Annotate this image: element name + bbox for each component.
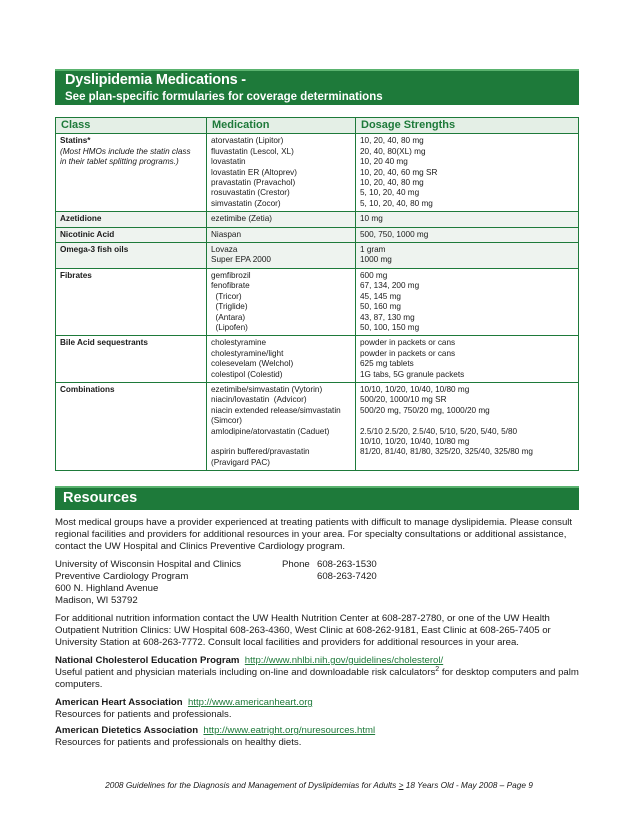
table-row — [56, 212, 579, 227]
address-line: 600 N. Highland Avenue — [55, 583, 159, 594]
table-row — [56, 336, 579, 383]
cell-line: 43, 87, 130 mg — [360, 312, 415, 322]
cell-line: atorvastatin (Lipitor) — [211, 136, 284, 146]
contact-address — [55, 559, 583, 607]
cell-line: Nicotinic Acid — [60, 229, 115, 239]
medications-table-body — [56, 134, 579, 471]
org-aha — [55, 697, 583, 721]
org-ada — [55, 725, 583, 749]
resources-header — [55, 486, 579, 510]
cell-line: Statins* — [60, 136, 91, 146]
medication-cell — [207, 134, 356, 212]
cell-line: rosuvastatin (Crestor) — [211, 188, 290, 198]
cell-line: powder in packets or cans — [360, 348, 456, 358]
cell-line: Lovaza — [211, 245, 238, 255]
cell-line: fluvastatin (Lescol, XL) — [211, 146, 294, 156]
cell-line: 10, 20 40 mg — [360, 157, 408, 167]
medications-header — [55, 69, 579, 105]
class-cell — [56, 243, 207, 269]
cell-line: 500/20, 1000/10 mg SR — [360, 395, 447, 405]
cell-line: (Pravigard PAC) — [211, 457, 270, 467]
org-link[interactable]: http://www.nhlbi.nih.gov/guidelines/cholesterol/ — [244, 655, 444, 666]
dosage-cell — [356, 243, 579, 269]
cell-line: 625 mg tablets — [360, 359, 414, 369]
dosage-cell — [356, 268, 579, 335]
class-cell — [56, 382, 207, 470]
page-footer — [0, 780, 638, 790]
cell-line: 50, 160 mg — [360, 302, 401, 312]
footnote-marker: 2 — [435, 665, 440, 673]
medication-cell — [207, 227, 356, 242]
medication-cell — [207, 243, 356, 269]
medications-title: Dyslipidemia Medications - — [65, 72, 246, 88]
cell-line: 10, 20, 40, 80 mg — [360, 178, 424, 188]
org-name: American Heart Association — [55, 697, 183, 708]
phone-label: Phone — [282, 559, 310, 570]
org-description: Resources for patients and professionals. — [55, 709, 232, 720]
cell-line: 600 mg — [360, 270, 388, 280]
cell-line: cholestyramine/light — [211, 348, 284, 358]
nutrition-info: For additional nutrition information contact the UW Health Nutrition Center at 608-287-2780, or one of the UW Health Outpatient Nutrition Clinics: UW Hospital 608-263-4360, West Clinic at 608-262-9181, East Clinic at 608-265-7405 or University Station at 608-263-7772. Consult local facilities and providers for additional resources in your area. — [55, 613, 551, 648]
cell-line: 10, 20, 40, 80 mg — [360, 136, 424, 146]
cell-line: Combinations — [60, 384, 115, 394]
cell-line: (Antara) — [211, 312, 246, 322]
cell-line: 1G tabs, 5G granule packets — [360, 369, 465, 379]
org-description: Useful patient and physician materials including on-line and downloadable risk calculators — [55, 667, 436, 678]
table-header-row — [56, 118, 579, 134]
org-link[interactable]: http://www.eatright.org/nuresources.html — [203, 725, 376, 736]
cell-line: ezetimibe (Zetia) — [211, 214, 272, 224]
medication-cell — [207, 268, 356, 335]
footer-text: 2008 Guidelines for the Diagnosis and Management of Dyslipidemias for Adults — [105, 780, 399, 790]
cell-line — [360, 416, 574, 426]
cell-line: cholestyramine — [211, 338, 267, 348]
cell-line: colesevelam (Welchol) — [211, 359, 294, 369]
column-header-dosage: Dosage Strengths — [356, 118, 579, 134]
cell-line: colestipol (Colestid) — [211, 369, 283, 379]
medication-cell — [207, 382, 356, 470]
cell-line: 10, 20, 40, 60 mg SR — [360, 167, 438, 177]
class-cell — [56, 336, 207, 383]
cell-line: powder in packets or cans — [360, 338, 456, 348]
cell-line: 10 mg — [360, 214, 383, 224]
cell-line: (Triglide) — [211, 302, 248, 312]
cell-line: Fibrates — [60, 270, 92, 280]
org-ncep — [55, 655, 583, 691]
address-line: University of Wisconsin Hospital and Clinics — [55, 559, 242, 570]
cell-line: 5, 10, 20, 40, 80 mg — [360, 198, 433, 208]
cell-line: Super EPA 2000 — [211, 255, 271, 265]
phone-number: 608-263-1530 — [317, 559, 377, 570]
cell-line: lovastatin — [211, 157, 246, 167]
cell-line: 81/20, 81/40, 81/80, 325/20, 325/40, 325/80 mg — [360, 447, 533, 457]
cell-line: pravastatin (Pravachol) — [211, 178, 296, 188]
cell-line: Bile Acid sequestrants — [60, 338, 148, 348]
resources-body — [55, 517, 583, 755]
cell-line: 20, 40, 80(XL) mg — [360, 146, 426, 156]
address-line: Madison, WI 53792 — [55, 595, 138, 606]
cell-line: 1 gram — [360, 245, 386, 255]
cell-line: Omega-3 fish oils — [60, 245, 129, 255]
cell-line: in their tablet splitting programs.) — [60, 157, 179, 167]
org-description: Resources for patients and professionals on healthy diets. — [55, 737, 302, 748]
class-cell — [56, 212, 207, 227]
phone-number: 608-263-7420 — [317, 571, 377, 582]
cell-line: 10/10, 10/20, 10/40, 10/80 mg — [360, 436, 470, 446]
footer-symbol: > — [398, 780, 404, 790]
org-name: National Cholesterol Education Program — [55, 655, 240, 666]
dosage-cell — [356, 134, 579, 212]
class-cell — [56, 227, 207, 242]
dosage-cell — [356, 212, 579, 227]
cell-line: Niaspan — [211, 229, 242, 239]
cell-line: niacin extended release/simvastatin — [211, 405, 341, 415]
org-name: American Dietetics Association — [55, 725, 199, 736]
cell-line: Azetidione — [60, 214, 102, 224]
cell-line: 45, 145 mg — [360, 291, 401, 301]
cell-line: 10/10, 10/20, 10/40, 10/80 mg — [360, 384, 470, 394]
cell-line: 5, 10, 20, 40 mg — [360, 188, 420, 198]
table-row — [56, 227, 579, 242]
footer-text-end: 18 Years Old - May 2008 – Page 9 — [403, 780, 533, 790]
cell-line: 500/20 mg, 750/20 mg, 1000/20 mg — [360, 405, 490, 415]
resources-intro: Most medical groups have a provider experienced at treating patients with difficult to manage dyslipidemia. Please consult regional facilities and providers for additional resources in your area. For specialty consultations or additional assistance, contact the UW Hospital and Clinics Preventive Cardiology program. — [55, 517, 573, 552]
cell-line: (Simcor) — [211, 416, 242, 426]
dosage-cell — [356, 227, 579, 242]
cell-line: (Tricor) — [211, 291, 242, 301]
dosage-cell — [356, 336, 579, 383]
org-description-cont: for desktop computers and palm computers. — [55, 667, 579, 690]
table-row — [56, 268, 579, 335]
cell-line: simvastatin (Zocor) — [211, 198, 281, 208]
dosage-cell — [356, 382, 579, 470]
table-row — [56, 243, 579, 269]
table-row — [56, 134, 579, 212]
cell-line: ezetimibe/simvastatin (Vytorin) — [211, 384, 323, 394]
cell-line: 50, 100, 150 mg — [360, 322, 420, 332]
org-link[interactable]: http://www.americanheart.org — [187, 697, 313, 708]
address-line: Preventive Cardiology Program — [55, 571, 189, 582]
cell-line: 500, 750, 1000 mg — [360, 229, 429, 239]
column-header-class: Class — [56, 118, 207, 134]
cell-line: 1000 mg — [360, 255, 392, 265]
cell-line: 67, 134, 200 mg — [360, 281, 420, 291]
cell-line: (Most HMOs include the statin class — [60, 146, 191, 156]
medication-cell — [207, 336, 356, 383]
medications-table — [55, 117, 579, 471]
cell-line: fenofibrate — [211, 281, 250, 291]
class-cell — [56, 134, 207, 212]
cell-line: niacin/lovastatin (Advicor) — [211, 395, 307, 405]
cell-line: amlodipine/atorvastatin (Caduet) — [211, 426, 330, 436]
resources-title: Resources — [63, 490, 138, 506]
cell-line: lovastatin ER (Altoprev) — [211, 167, 298, 177]
medications-subtitle: See plan-specific formularies for coverage determinations — [65, 91, 383, 103]
table-row — [56, 382, 579, 470]
cell-line — [360, 458, 574, 468]
column-header-medication: Medication — [207, 118, 356, 134]
cell-line: (Lipofen) — [211, 322, 248, 332]
cell-line: aspirin buffered/pravastatin — [211, 447, 310, 457]
class-cell — [56, 268, 207, 335]
cell-line — [211, 437, 351, 447]
medication-cell — [207, 212, 356, 227]
cell-line: 2.5/10 2.5/20, 2.5/40, 5/10, 5/20, 5/40, 5/80 — [360, 426, 518, 436]
cell-line: gemfibrozil — [211, 270, 251, 280]
